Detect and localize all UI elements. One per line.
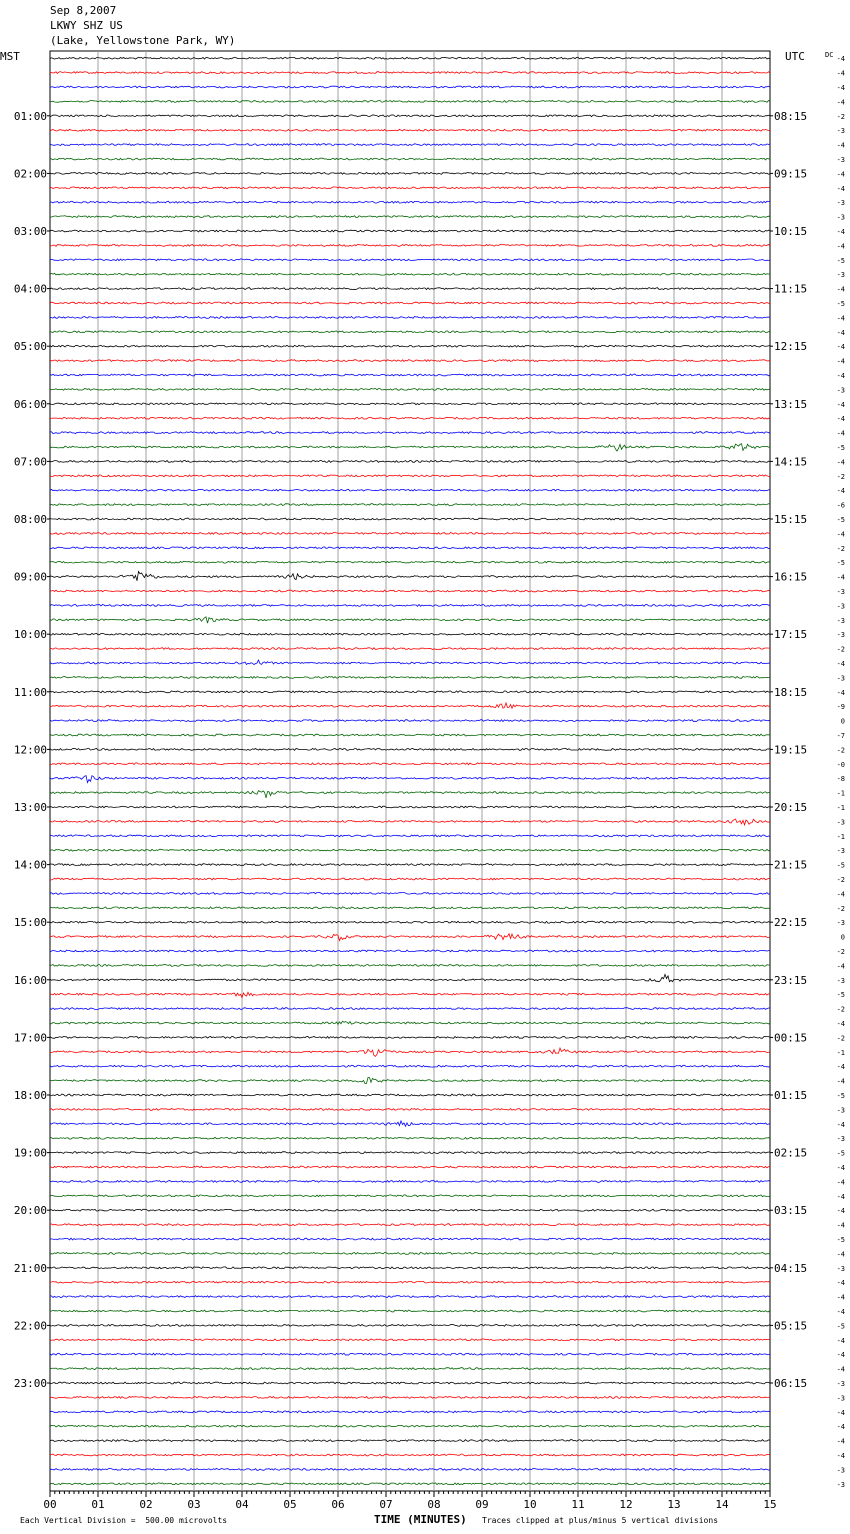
dc-offset-label: -3 — [836, 1106, 845, 1115]
dc-offset-label: -4 — [836, 890, 845, 899]
dc-offset-label: -3 — [836, 271, 845, 280]
dc-offset-label: -4 — [836, 1336, 845, 1345]
dc-offset-label: -0 — [836, 760, 845, 769]
right-hour-label: 11:15 — [774, 282, 808, 296]
dc-offset-label: -4 — [836, 357, 845, 366]
trace-row — [50, 302, 770, 304]
trace-row — [50, 1008, 770, 1010]
dc-offset-label: -2 — [836, 876, 845, 884]
trace-row — [50, 1281, 770, 1283]
scale-note: Each Vertical Division = 500.00 microvolts — [20, 1516, 228, 1525]
dc-offset-label: -4 — [836, 688, 845, 697]
dc-offset-label: -3 — [836, 156, 845, 164]
dc-offset-label: -4 — [836, 328, 845, 337]
x-axis-title: TIME (MINUTES) — [374, 1513, 467, 1526]
dc-offset-label: -4 — [836, 84, 845, 92]
right-zone-label: UTC — [785, 50, 805, 63]
left-hour-label: 08:00 — [13, 513, 47, 526]
dc-offset-label: -4 — [836, 170, 845, 179]
dc-offset-label: -9 — [836, 703, 845, 712]
trace-row — [50, 617, 770, 623]
trace-row — [50, 763, 770, 765]
trace-row — [50, 1094, 770, 1096]
dc-offset-label: -4 — [836, 372, 845, 380]
trace-row — [50, 791, 770, 798]
x-tick-label: 04 — [235, 1498, 249, 1511]
trace-row — [50, 703, 770, 708]
x-tick-label: 05 — [283, 1498, 297, 1511]
dc-offset-label: -4 — [836, 1077, 845, 1086]
dc-offset-label: -3 — [836, 1480, 845, 1489]
header-date: Sep 8,2007 — [50, 4, 117, 17]
dc-offset-label: -4 — [836, 1308, 845, 1316]
dc-offset-label: -4 — [836, 1020, 845, 1028]
trace-row — [50, 129, 770, 131]
right-hour-label: 19:15 — [774, 743, 808, 757]
right-hour-label: 16:15 — [774, 570, 808, 584]
dc-offset-label: -4 — [836, 228, 845, 236]
dc-offset-label: -4 — [836, 1164, 845, 1172]
trace-row — [50, 144, 770, 146]
trace-row — [50, 288, 770, 290]
dc-offset-label: -3 — [836, 919, 845, 928]
dc-offset-label: -3 — [836, 588, 845, 596]
x-tick-label: 02 — [139, 1498, 153, 1511]
dc-offset-label: -4 — [836, 141, 845, 150]
right-hour-label: 00:15 — [774, 1031, 808, 1045]
left-hour-label: 11:00 — [13, 685, 47, 699]
trace-row — [50, 360, 770, 362]
trace-row — [50, 1325, 770, 1327]
dc-offset-label: -1 — [836, 1048, 845, 1057]
x-tick-label: 00 — [43, 1498, 57, 1511]
plot-frame — [50, 51, 770, 1491]
x-tick-label: 09 — [475, 1498, 489, 1511]
trace-row — [50, 547, 770, 549]
trace-row — [50, 1411, 770, 1413]
trace-row — [50, 849, 770, 851]
trace-row — [50, 633, 770, 635]
dc-offset-label: -4 — [836, 1120, 845, 1129]
trace-row — [50, 1078, 770, 1084]
right-hour-label: 21:15 — [774, 858, 808, 872]
x-tick-label: 12 — [619, 1498, 633, 1511]
trace-row — [50, 101, 770, 103]
left-hour-label: 18:00 — [13, 1089, 47, 1102]
dc-offset-label: -3 — [836, 213, 845, 222]
trace-row — [50, 259, 770, 261]
trace-row — [50, 1109, 770, 1111]
left-hour-label: 13:00 — [13, 801, 47, 814]
trace-row — [50, 403, 770, 405]
trace-row — [50, 893, 770, 895]
dc-offset-label: -3 — [836, 386, 845, 395]
dc-offset-label: -3 — [836, 674, 845, 683]
dc-offset-label: -5 — [836, 300, 845, 308]
dc-offset-label: -3 — [836, 818, 845, 827]
trace-row — [50, 173, 770, 175]
x-tick-label: 01 — [91, 1498, 105, 1511]
trace-row — [50, 1253, 770, 1255]
dc-offset-label: -5 — [836, 1322, 845, 1331]
trace-row — [50, 965, 770, 967]
header-location: (Lake, Yellowstone Park, WY) — [50, 34, 236, 47]
trace-row — [50, 1368, 770, 1370]
dc-offset-label: -4 — [836, 1192, 845, 1201]
right-hour-label: 15:15 — [774, 513, 808, 526]
right-hour-label: 08:15 — [774, 109, 808, 123]
trace-row — [50, 504, 770, 506]
trace-row — [50, 605, 770, 607]
dc-offset-label: -4 — [836, 415, 845, 424]
trace-row — [50, 1195, 770, 1197]
left-hour-label: 23:00 — [13, 1377, 47, 1390]
trace-row — [50, 1310, 770, 1312]
right-hour-label: 06:15 — [774, 1377, 808, 1390]
trace-row — [50, 1339, 770, 1341]
dc-offset-label: -3 — [836, 1380, 845, 1388]
left-hour-label: 03:00 — [13, 225, 47, 238]
trace-row — [50, 331, 770, 333]
dc-offset-label: -5 — [836, 1092, 845, 1100]
left-hour-label: 22:00 — [13, 1319, 47, 1333]
dc-offset-label: -6 — [836, 501, 845, 510]
right-hour-label: 14:15 — [774, 455, 808, 469]
trace-row — [50, 1137, 770, 1139]
dc-offset-label: 0 — [840, 933, 845, 942]
left-hour-label: 07:00 — [13, 455, 47, 469]
dc-offset-label: -4 — [836, 1279, 845, 1288]
trace-row — [50, 86, 770, 88]
right-hour-label: 20:15 — [774, 801, 808, 814]
trace-row — [50, 317, 770, 319]
dc-offset-label: -1 — [836, 832, 845, 841]
x-tick-label: 08 — [427, 1498, 441, 1511]
dc-offset-label: -4 — [836, 1293, 845, 1302]
trace-row — [50, 992, 770, 998]
dc-offset-label: -4 — [836, 487, 845, 496]
dc-offset-label: -4 — [836, 458, 845, 467]
right-hour-label: 09:15 — [774, 167, 808, 181]
dc-offset-label: -3 — [836, 1394, 845, 1403]
dc-offset-label: -3 — [836, 616, 845, 625]
x-tick-label: 06 — [331, 1498, 345, 1511]
trace-row — [50, 907, 770, 909]
dc-offset-label: -3 — [836, 199, 845, 208]
trace-row — [50, 57, 770, 59]
dc-offset-label: -3 — [836, 976, 845, 985]
trace-row — [50, 749, 770, 751]
right-hour-label: 10:15 — [774, 225, 808, 238]
left-hour-label: 20:00 — [13, 1204, 47, 1218]
right-hour-label: 17:15 — [774, 628, 808, 642]
trace-row — [50, 1021, 770, 1024]
trace-row — [50, 1121, 770, 1126]
left-hour-label: 21:00 — [13, 1261, 47, 1275]
x-tick-label: 15 — [763, 1498, 777, 1511]
trace-row — [50, 720, 770, 722]
dc-offset-label: -5 — [836, 256, 845, 265]
dc-offset-label: -3 — [836, 1264, 845, 1273]
trace-row — [50, 950, 770, 952]
trace-row — [50, 648, 770, 650]
left-hour-label: 06:00 — [13, 397, 47, 411]
left-hour-label: 02:00 — [13, 167, 47, 181]
dc-offset-label: -4 — [836, 1452, 845, 1460]
dc-offset-label: -4 — [836, 1437, 845, 1446]
left-hour-label: 19:00 — [13, 1146, 47, 1160]
left-hour-label: 05:00 — [13, 340, 47, 354]
trace-row — [50, 776, 770, 783]
left-zone-label: MST — [0, 50, 20, 63]
trace-row — [50, 1048, 770, 1056]
trace-row — [50, 444, 770, 451]
dc-offset-label: -7 — [836, 732, 845, 740]
left-hour-label: 15:00 — [13, 916, 47, 930]
trace-row — [50, 461, 770, 463]
trace-row — [50, 734, 770, 736]
trace-row — [50, 489, 770, 491]
dc-offset-label: -2 — [836, 544, 845, 553]
dc-offset-label: -5 — [836, 861, 845, 870]
dc-offset-label: -5 — [836, 559, 845, 568]
trace-row — [50, 1238, 770, 1240]
right-hour-label: 05:15 — [774, 1319, 808, 1333]
trace-row — [50, 245, 770, 247]
dc-offset-label: -4 — [836, 400, 845, 409]
dc-offset-label: -4 — [836, 98, 845, 107]
left-hour-label: 04:00 — [13, 282, 47, 296]
dc-offset-label: -4 — [836, 573, 845, 582]
dc-offset-label: -3 — [836, 847, 845, 856]
trace-row — [50, 158, 770, 160]
dc-offset-label: -4 — [836, 285, 845, 294]
dc-offset-label: -4 — [836, 1250, 845, 1259]
dc-offset-label: -5 — [836, 516, 845, 524]
dc-offset-label: -4 — [836, 1351, 845, 1360]
trace-row — [50, 835, 770, 837]
right-hour-label: 04:15 — [774, 1261, 808, 1275]
dc-offset-label: 0 — [840, 717, 845, 726]
x-tick-label: 14 — [715, 1498, 729, 1511]
trace-row — [50, 1209, 770, 1211]
x-tick-label: 07 — [379, 1498, 393, 1511]
trace-row — [50, 115, 770, 117]
right-hour-label: 22:15 — [774, 916, 808, 930]
trace-row — [50, 389, 770, 391]
trace-row — [50, 417, 770, 419]
dc-offset-label: -4 — [836, 69, 845, 78]
dc-offset-label: -5 — [836, 1149, 845, 1158]
right-hour-label: 03:15 — [774, 1204, 808, 1218]
dc-offset-label: -4 — [836, 184, 845, 193]
dc-offset-label: -3 — [836, 1466, 845, 1475]
dc-offset-label: -5 — [836, 991, 845, 1000]
dc-offset-label: -2 — [836, 904, 845, 913]
trace-row — [50, 518, 770, 520]
trace-row — [50, 561, 770, 563]
right-hour-label: 01:15 — [774, 1089, 808, 1102]
dc-offset-label: -2 — [836, 645, 845, 654]
left-hour-label: 12:00 — [13, 743, 47, 757]
trace-row — [50, 1065, 770, 1067]
trace-row — [50, 1469, 770, 1471]
dc-offset-label: -2 — [836, 746, 845, 755]
dc-offset-label: -4 — [836, 343, 845, 352]
dc-offset-label: -2 — [836, 948, 845, 956]
trace-row — [50, 590, 770, 592]
dc-label: DC — [825, 51, 834, 59]
left-hour-label: 10:00 — [13, 628, 47, 642]
dc-offset-label: -5 — [836, 1236, 845, 1244]
right-hour-label: 13:15 — [774, 397, 808, 411]
trace-row — [50, 878, 770, 880]
dc-offset-label: -4 — [836, 530, 845, 539]
right-hour-label: 12:15 — [774, 340, 808, 354]
dc-offset-label: -4 — [836, 1423, 845, 1432]
trace-row — [50, 864, 770, 866]
clip-note: Traces clipped at plus/minus 5 vertical divisions — [482, 1516, 719, 1525]
trace-row — [50, 677, 770, 679]
trace-row — [50, 1296, 770, 1298]
dc-offset-label: -4 — [836, 962, 845, 971]
trace-row — [50, 1224, 770, 1226]
dc-offset-label: -4 — [836, 1365, 845, 1374]
trace-row — [50, 345, 770, 347]
dc-offset-label: -5 — [836, 444, 845, 452]
trace-row — [50, 1267, 770, 1269]
dc-offset-label: -8 — [836, 775, 845, 784]
right-hour-label: 23:15 — [774, 973, 808, 987]
dc-offset-label: -3 — [836, 1135, 845, 1144]
trace-row — [50, 974, 770, 981]
dc-offset-label: -4 — [836, 55, 845, 64]
x-tick-label: 03 — [187, 1498, 201, 1511]
dc-offset-label: -2 — [836, 1005, 845, 1014]
x-tick-label: 11 — [571, 1498, 585, 1511]
trace-row — [50, 1037, 770, 1039]
trace-row — [50, 660, 770, 664]
left-hour-label: 14:00 — [13, 858, 47, 872]
dc-offset-label: -4 — [836, 1178, 845, 1187]
dc-offset-label: -2 — [836, 112, 845, 121]
trace-row — [50, 934, 770, 941]
right-hour-label: 18:15 — [774, 685, 808, 699]
trace-row — [50, 216, 770, 218]
dc-offset-label: -4 — [836, 1063, 845, 1072]
trace-row — [50, 1425, 770, 1427]
dc-offset-label: -4 — [836, 429, 845, 438]
dc-offset-label: -4 — [836, 242, 845, 251]
x-tick-label: 13 — [667, 1498, 681, 1511]
trace-row — [50, 374, 770, 376]
trace-row — [50, 1181, 770, 1183]
trace-row — [50, 475, 770, 477]
dc-offset-label: -3 — [836, 127, 845, 136]
trace-row — [50, 1440, 770, 1442]
trace-row — [50, 921, 770, 923]
trace-row — [50, 1166, 770, 1168]
dc-offset-label: -2 — [836, 472, 845, 481]
left-hour-label: 17:00 — [13, 1031, 47, 1045]
dc-offset-label: -4 — [836, 1221, 845, 1230]
dc-offset-label: -2 — [836, 1034, 845, 1043]
trace-row — [50, 1483, 770, 1485]
trace-row — [50, 819, 770, 825]
trace-row — [50, 533, 770, 535]
trace-row — [50, 1382, 770, 1384]
dc-offset-label: -3 — [836, 602, 845, 611]
trace-row — [50, 691, 770, 693]
trace-row — [50, 230, 770, 232]
header-station: LKWY SHZ US — [50, 19, 123, 32]
trace-row — [50, 1152, 770, 1154]
trace-row — [50, 273, 770, 275]
dc-offset-label: -3 — [836, 631, 845, 640]
dc-offset-label: -4 — [836, 1408, 845, 1417]
trace-row — [50, 806, 770, 808]
trace-row — [50, 432, 770, 434]
left-hour-label: 16:00 — [13, 973, 47, 987]
dc-offset-label: -1 — [836, 789, 845, 798]
dc-offset-label: -4 — [836, 1207, 845, 1216]
trace-row — [50, 1454, 770, 1456]
right-hour-label: 02:15 — [774, 1146, 808, 1160]
left-hour-label: 01:00 — [13, 109, 47, 123]
dc-offset-label: -4 — [836, 660, 845, 668]
x-tick-label: 10 — [523, 1498, 537, 1511]
left-hour-label: 09:00 — [13, 570, 47, 584]
trace-row — [50, 1397, 770, 1399]
dc-offset-label: -4 — [836, 314, 845, 323]
trace-row — [50, 1353, 770, 1355]
dc-offset-label: -1 — [836, 804, 845, 812]
trace-row — [50, 187, 770, 189]
trace-row — [50, 201, 770, 203]
trace-row — [50, 571, 770, 580]
trace-row — [50, 72, 770, 74]
